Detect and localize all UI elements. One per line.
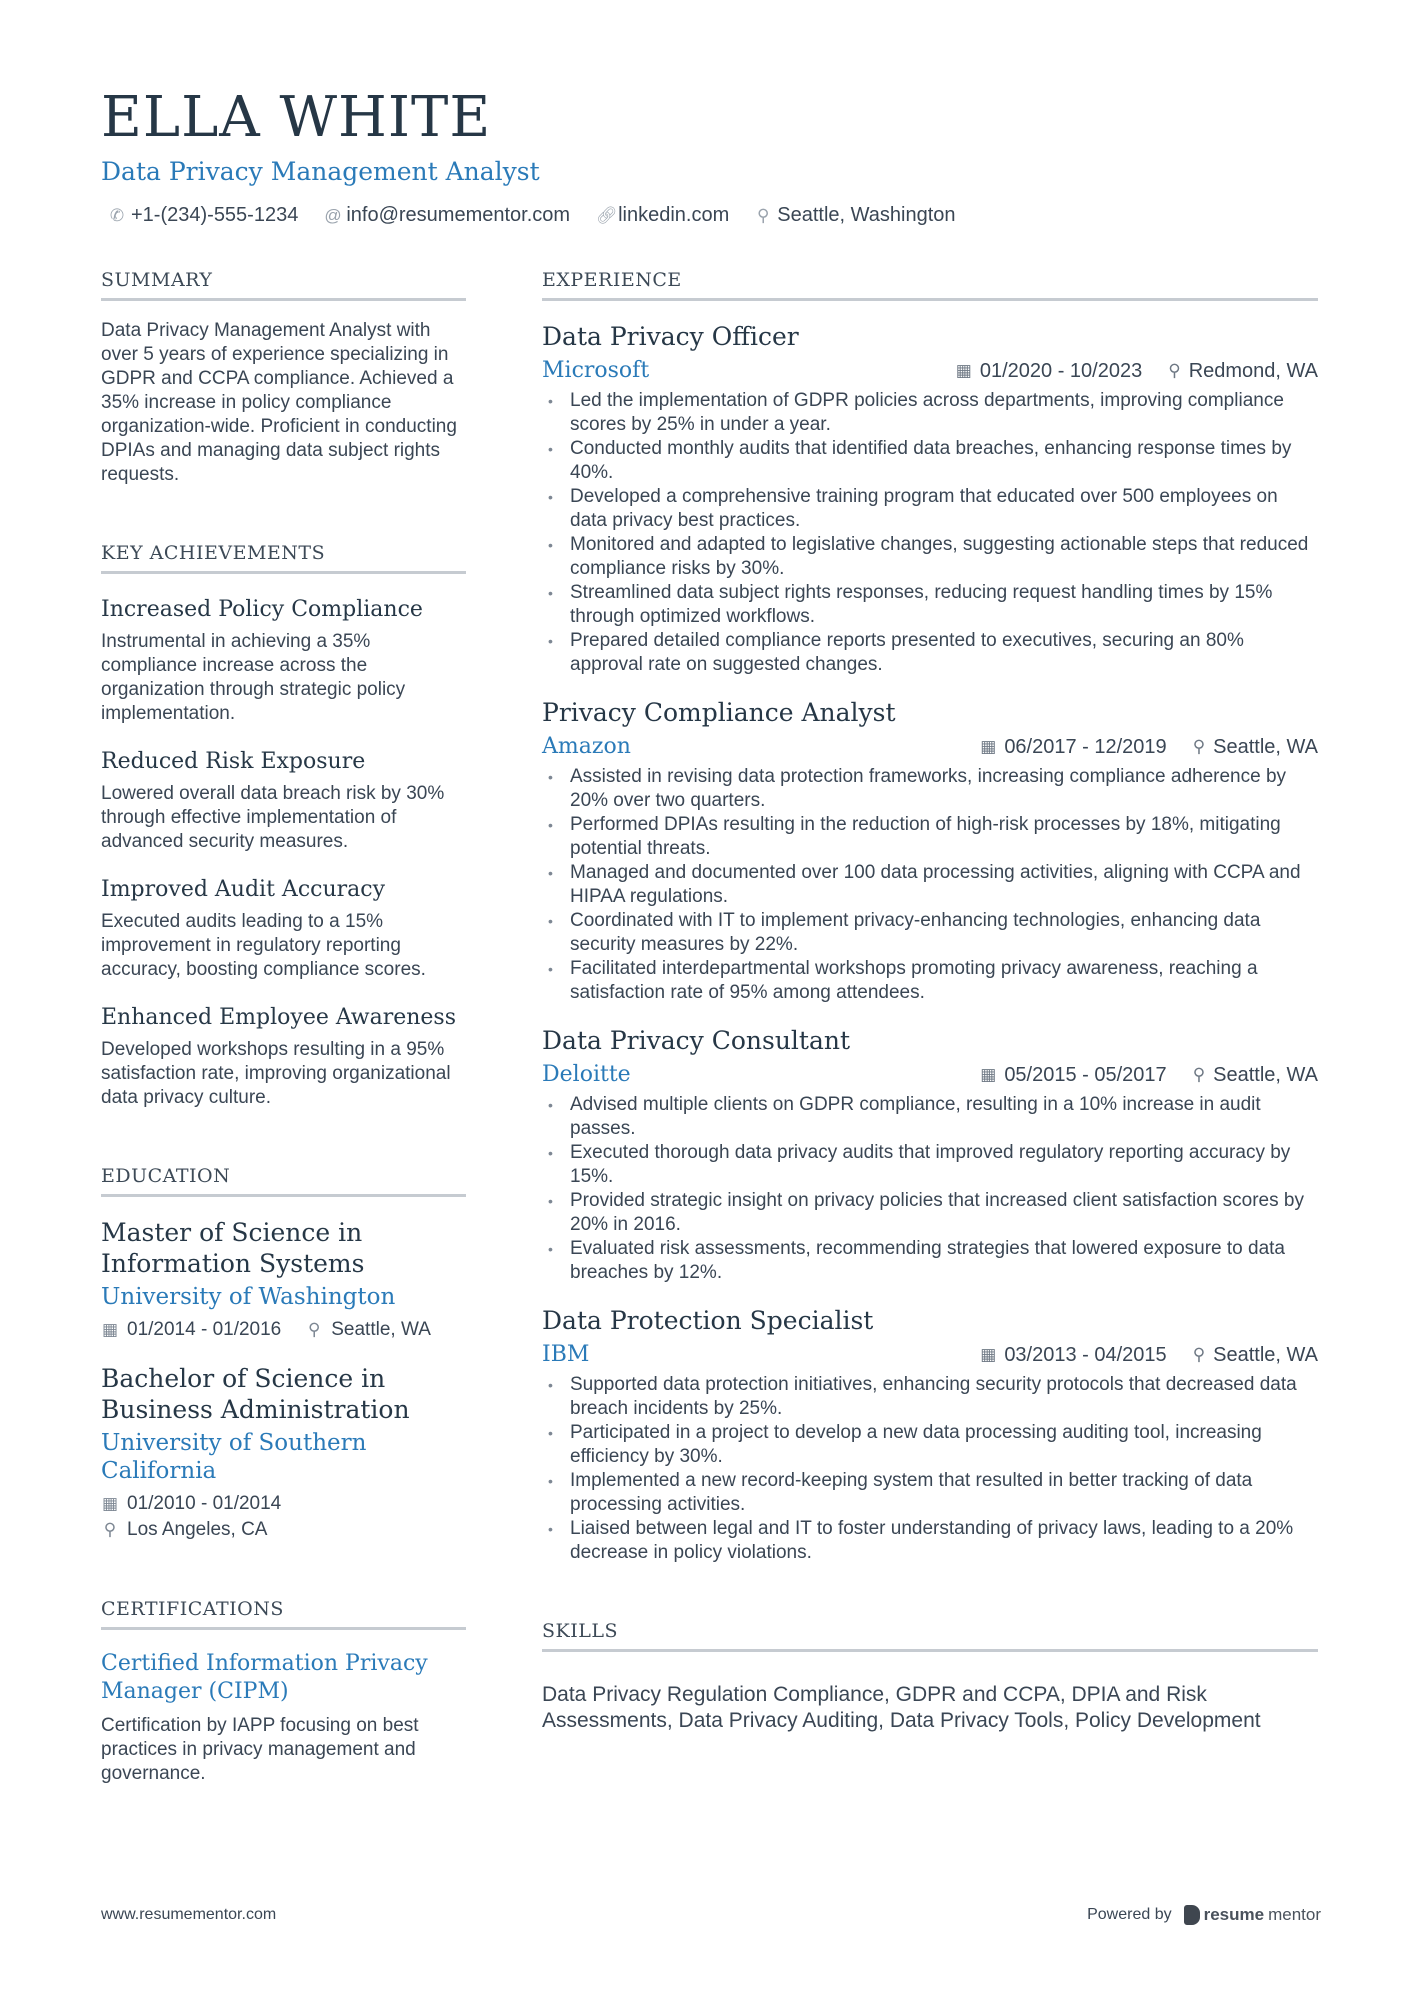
job-bullets bbox=[542, 389, 1318, 677]
at-icon: @ bbox=[324, 205, 342, 225]
linkedin-text: linkedin.com bbox=[618, 204, 730, 226]
page-footer bbox=[101, 1905, 1321, 1925]
job-meta bbox=[980, 1064, 1318, 1087]
job-bullet: • Provided strategic insight on privacy policies that increased client satisfaction scores by 20% in 2016. bbox=[542, 1189, 1318, 1237]
job-entry bbox=[542, 697, 1318, 1005]
job-location bbox=[1193, 1064, 1318, 1087]
job-bullet: • Implemented a new record-keeping system that resulted in better tracking of data processing activities. bbox=[542, 1469, 1318, 1517]
location-pin-icon: ⚲ bbox=[1192, 1065, 1206, 1084]
job-dates-text: 05/2015 - 05/2017 bbox=[1004, 1063, 1167, 1086]
calendar-icon: ▦ bbox=[955, 361, 972, 380]
achievement-desc: Developed workshops resulting in a 95% satisfaction rate, improving organizational data privacy culture. bbox=[101, 1039, 451, 1108]
contact-row bbox=[101, 204, 1321, 227]
job-location-text: Seattle, WA bbox=[1213, 735, 1318, 758]
edu-meta bbox=[101, 1317, 466, 1343]
location-text: Seattle, Washington bbox=[777, 204, 956, 226]
job-dates bbox=[980, 1064, 1166, 1087]
job-bullet: • Monitored and adapted to legislative changes, suggesting actionable steps that reduced compliance risks by 30%. bbox=[542, 533, 1318, 581]
edu-dates bbox=[101, 1317, 281, 1343]
cert-name: Certified Information Privacy Manager (CIPM) bbox=[101, 1651, 428, 1704]
job-title: Data Privacy Consultant bbox=[542, 1026, 851, 1055]
job-bullet: • Assisted in revising data protection frameworks, increasing compliance adherence by 20% over two quarters. bbox=[542, 765, 1318, 813]
achievement-item bbox=[101, 596, 466, 726]
footer-brand bbox=[1087, 1905, 1321, 1925]
resume-header bbox=[101, 86, 1321, 227]
powered-by-text: Powered by bbox=[1087, 1906, 1172, 1923]
job-location-text: Seattle, WA bbox=[1213, 1063, 1318, 1086]
contact-location bbox=[755, 204, 955, 227]
education-item bbox=[101, 1363, 466, 1543]
calendar-icon: ▦ bbox=[101, 1320, 119, 1339]
job-bullet: • Performed DPIAs resulting in the reduction of high-risk processes by 18%, mitigating potential threats. bbox=[542, 813, 1318, 861]
achievement-desc: Executed audits leading to a 15% improvement in regulatory reporting accuracy, boosting compliance scores. bbox=[101, 911, 426, 980]
summary-text: Data Privacy Management Analyst with over 5 years of experience specializing in GDPR and CCPA compliance. Achieved a 35% increase in policy compliance organization-wide. Proficient in conducting DPIAs and managing data subject rights requests. bbox=[101, 320, 457, 485]
edu-location bbox=[305, 1317, 431, 1343]
edu-location-text: Los Angeles, CA bbox=[127, 1519, 268, 1540]
job-company: Deloitte bbox=[542, 1062, 631, 1087]
job-company: Microsoft bbox=[542, 358, 650, 383]
achievement-item bbox=[101, 1004, 466, 1110]
job-bullet: • Developed a comprehensive training program that educated over 500 employees on data privacy best practices. bbox=[542, 485, 1318, 533]
job-bullet: • Streamlined data subject rights responses, reducing request handling times by 15% through optimized workflows. bbox=[542, 581, 1318, 629]
job-bullet: • Participated in a project to develop a new data processing auditing tool, increasing efficiency by 30%. bbox=[542, 1421, 1318, 1469]
experience-title: EXPERIENCE bbox=[542, 268, 1318, 301]
achievement-item bbox=[101, 876, 466, 982]
phone-icon: ✆ bbox=[109, 205, 125, 225]
brand-logo[interactable] bbox=[1184, 1905, 1321, 1925]
experience-section bbox=[542, 268, 1318, 1565]
job-meta bbox=[980, 1344, 1318, 1367]
achievement-desc: Instrumental in achieving a 35% compliance increase across the organization through strategic policy implementation. bbox=[101, 631, 406, 724]
job-bullets bbox=[542, 1373, 1318, 1565]
calendar-icon: ▦ bbox=[980, 737, 997, 756]
job-dates bbox=[956, 360, 1142, 383]
brand-logo-icon bbox=[1184, 1905, 1200, 1925]
education-item bbox=[101, 1217, 466, 1343]
job-title: Data Protection Specialist bbox=[542, 1306, 874, 1335]
job-location-text: Redmond, WA bbox=[1188, 359, 1318, 382]
achievements-title: KEY ACHIEVEMENTS bbox=[101, 541, 466, 574]
summary-title: SUMMARY bbox=[101, 268, 466, 301]
job-bullet: • Evaluated risk assessments, recommending strategies that lowered exposure to data breaches by 12%. bbox=[542, 1237, 1318, 1285]
location-pin-icon: ⚲ bbox=[757, 205, 770, 225]
candidate-name: ELLA WHITE bbox=[101, 85, 492, 150]
job-bullet: • Led the implementation of GDPR policies across departments, improving compliance scores by 25% in under a year. bbox=[542, 389, 1318, 437]
summary-section bbox=[101, 268, 466, 487]
edu-dates-text: 01/2014 - 01/2016 bbox=[127, 1319, 282, 1340]
achievement-title: Enhanced Employee Awareness bbox=[101, 1005, 456, 1030]
job-entry bbox=[542, 1305, 1318, 1565]
job-dates-text: 03/2013 - 04/2015 bbox=[1004, 1343, 1167, 1366]
job-meta bbox=[980, 736, 1318, 759]
contact-phone bbox=[109, 204, 298, 227]
achievement-desc: Lowered overall data breach risk by 30% through effective implementation of advanced security measures. bbox=[101, 783, 445, 852]
calendar-icon: ▦ bbox=[980, 1345, 997, 1364]
skills-section bbox=[542, 1619, 1318, 1734]
job-location bbox=[1168, 360, 1318, 383]
edu-location bbox=[101, 1517, 466, 1543]
right-column bbox=[542, 268, 1318, 1734]
job-meta bbox=[956, 360, 1318, 383]
achievement-title: Increased Policy Compliance bbox=[101, 597, 423, 622]
candidate-headline: Data Privacy Management Analyst bbox=[101, 157, 540, 186]
link-icon: 🔗︎ bbox=[596, 205, 618, 225]
job-entry bbox=[542, 321, 1318, 677]
edu-degree: Bachelor of Science in Business Administration bbox=[101, 1364, 410, 1424]
footer-url[interactable]: www.resumementor.com bbox=[101, 1906, 277, 1923]
email-text: info@resumementor.com bbox=[346, 204, 571, 226]
job-company: IBM bbox=[542, 1342, 590, 1367]
job-dates-text: 06/2017 - 12/2019 bbox=[1004, 735, 1167, 758]
job-title: Privacy Compliance Analyst bbox=[542, 698, 896, 727]
certifications-section bbox=[101, 1597, 466, 1786]
location-pin-icon: ⚲ bbox=[308, 1320, 321, 1339]
location-pin-icon: ⚲ bbox=[1192, 737, 1206, 756]
job-bullet: • Liaised between legal and IT to foster understanding of privacy laws, leading to a 20% decrease in policy violations. bbox=[542, 1517, 1318, 1565]
job-bullet: • Coordinated with IT to implement privacy-enhancing technologies, enhancing data security measures by 22%. bbox=[542, 909, 1318, 957]
skills-title: SKILLS bbox=[542, 1619, 1318, 1652]
job-dates-text: 01/2020 - 10/2023 bbox=[979, 359, 1143, 382]
job-bullet: • Executed thorough data privacy audits that improved regulatory reporting accuracy by 15%. bbox=[542, 1141, 1318, 1189]
job-dates bbox=[980, 736, 1166, 759]
achievements-section bbox=[101, 541, 466, 1110]
edu-meta bbox=[101, 1491, 466, 1543]
job-bullet: • Conducted monthly audits that identified data breaches, enhancing response times by 40%. bbox=[542, 437, 1318, 485]
job-title: Data Privacy Officer bbox=[542, 322, 799, 351]
location-pin-icon: ⚲ bbox=[103, 1520, 117, 1539]
brand-name-light: mentor bbox=[1268, 1905, 1321, 1924]
calendar-icon: ▦ bbox=[980, 1065, 997, 1084]
achievement-title: Reduced Risk Exposure bbox=[101, 749, 366, 774]
edu-dates bbox=[101, 1491, 466, 1517]
job-bullet: • Advised multiple clients on GDPR compliance, resulting in a 10% increase in audit passes. bbox=[542, 1093, 1318, 1141]
certifications-title: CERTIFICATIONS bbox=[101, 1597, 466, 1630]
job-bullet: • Managed and documented over 100 data processing activities, aligning with CCPA and HIPAA regulations. bbox=[542, 861, 1318, 909]
job-bullet: • Facilitated interdepartmental workshops promoting privacy awareness, reaching a satisfaction rate of 95% among attendees. bbox=[542, 957, 1318, 1005]
cert-desc: Certification by IAPP focusing on best practices in privacy management and governance. bbox=[101, 1715, 419, 1784]
job-entry bbox=[542, 1025, 1318, 1285]
contact-linkedin[interactable] bbox=[596, 204, 729, 227]
job-row bbox=[542, 733, 1318, 761]
brand-name-bold: resume bbox=[1203, 1905, 1265, 1924]
contact-email[interactable] bbox=[324, 204, 570, 227]
job-bullet: • Prepared detailed compliance reports presented to executives, securing an 80% approval rate on suggested changes. bbox=[542, 629, 1318, 677]
achievement-title: Improved Audit Accuracy bbox=[101, 877, 386, 902]
edu-degree: Master of Science in Information Systems bbox=[101, 1218, 365, 1278]
job-location bbox=[1193, 1344, 1318, 1367]
education-section bbox=[101, 1164, 466, 1543]
job-location-text: Seattle, WA bbox=[1213, 1343, 1318, 1366]
job-row bbox=[542, 1341, 1318, 1369]
job-bullets bbox=[542, 765, 1318, 1005]
location-pin-icon: ⚲ bbox=[1168, 361, 1181, 380]
edu-dates-text: 01/2010 - 01/2014 bbox=[127, 1493, 282, 1514]
job-location bbox=[1193, 736, 1318, 759]
job-bullets bbox=[542, 1093, 1318, 1285]
edu-location-text: Seattle, WA bbox=[331, 1319, 431, 1340]
calendar-icon: ▦ bbox=[101, 1494, 119, 1513]
skills-text: Data Privacy Regulation Compliance, GDPR and CCPA, DPIA and Risk Assessments, Data Privacy Auditing, Data Privacy Tools, Policy Development bbox=[542, 1683, 1261, 1732]
job-bullet: • Supported data protection initiatives, enhancing security protocols that decreased data breach incidents by 25%. bbox=[542, 1373, 1318, 1421]
job-row bbox=[542, 1061, 1318, 1089]
job-company: Amazon bbox=[542, 734, 631, 759]
location-pin-icon: ⚲ bbox=[1192, 1345, 1206, 1364]
education-title: EDUCATION bbox=[101, 1164, 466, 1197]
edu-school: University of Washington bbox=[101, 1284, 396, 1310]
phone-text: +1-(234)-555-1234 bbox=[131, 204, 299, 226]
achievement-item bbox=[101, 748, 466, 854]
left-column bbox=[101, 268, 466, 1786]
edu-school: University of Southern California bbox=[101, 1430, 367, 1484]
job-row bbox=[542, 357, 1318, 385]
job-dates bbox=[980, 1344, 1166, 1367]
